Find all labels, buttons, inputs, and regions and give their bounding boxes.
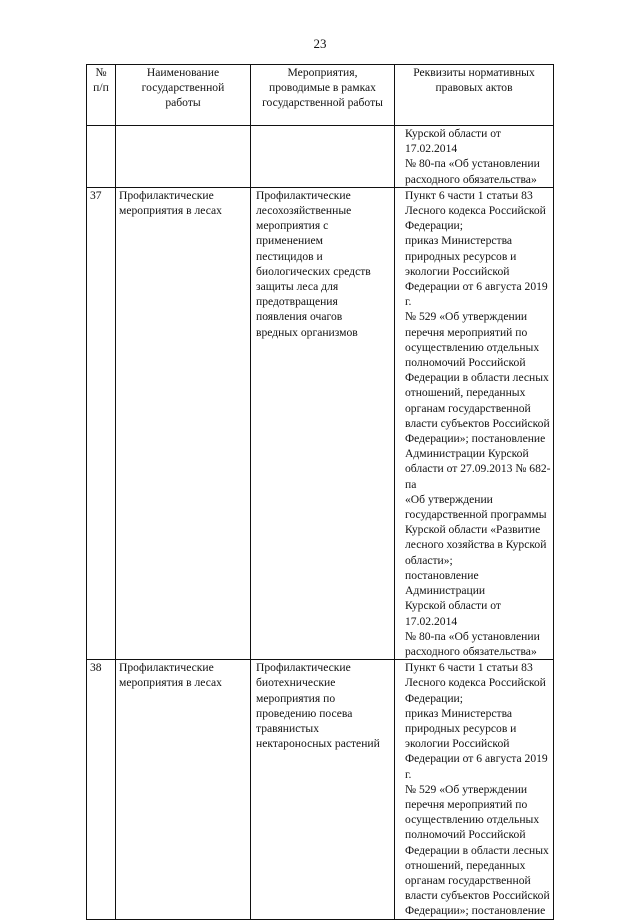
cell-num xyxy=(87,126,116,188)
table-row xyxy=(87,660,554,919)
header-requisites: Реквизиты нормативных правовых актов xyxy=(395,65,554,126)
cell-activities: Профилактические лесохозяйственные мероприятия с применением пестицидов и биологических средств защиты леса для предотвращения появления очагов вредных организмов xyxy=(251,187,395,659)
page-number: 23 xyxy=(313,36,327,51)
cell-requisites: Пункт 6 части 1 статьи 83 Лесного кодекса Российской Федерации; приказ Министерства природных ресурсов и экологии Российской Федерации от 6 августа 2019 г. № 529 «Об утверждении перечня мероприятий по осуществлению отдельных полномочий Российской Федерации в области лесных отношений, переданных органам государственной власти субъектов Российской Федерации»; постановление Администрации Курской области от 27.09.2013 № 682-па «Об утверждении государственной программы Курской области «Развитие лесного хозяйства в Курской области»; постановление Администрации Курской области от 17.02.2014 № 80-па «Об установлении расходного обязательства» xyxy=(395,187,554,659)
cell-activities xyxy=(251,126,395,188)
normative-acts-table xyxy=(86,64,554,920)
table-row xyxy=(87,187,554,659)
cell-name: Профилактические мероприятия в лесах xyxy=(116,660,251,919)
header-name: Наименование государственной работы xyxy=(116,65,251,126)
table-row xyxy=(87,126,554,188)
cell-num: 38 xyxy=(87,660,116,919)
header-activities: Мероприятия, проводимые в рамках государственной работы xyxy=(251,65,395,126)
cell-requisites: Курской области от 17.02.2014 № 80-па «Об установлении расходного обязательства» xyxy=(395,126,554,188)
table-header-row xyxy=(87,65,554,126)
cell-name: Профилактические мероприятия в лесах xyxy=(116,187,251,659)
header-num: № п/п xyxy=(87,65,116,126)
cell-name xyxy=(116,126,251,188)
cell-activities: Профилактические биотехнические мероприятия по проведению посева травянистых нектароносных растений xyxy=(251,660,395,919)
cell-num: 37 xyxy=(87,187,116,659)
cell-requisites: Пункт 6 части 1 статьи 83 Лесного кодекса Российской Федерации; приказ Министерства природных ресурсов и экологии Российской Федерации от 6 августа 2019 г. № 529 «Об утверждении перечня мероприятий по осуществлению отдельных полномочий Российской Федерации в области лесных отношений, переданных органам государственной власти субъектов Российской Федерации»; постановление xyxy=(395,660,554,919)
